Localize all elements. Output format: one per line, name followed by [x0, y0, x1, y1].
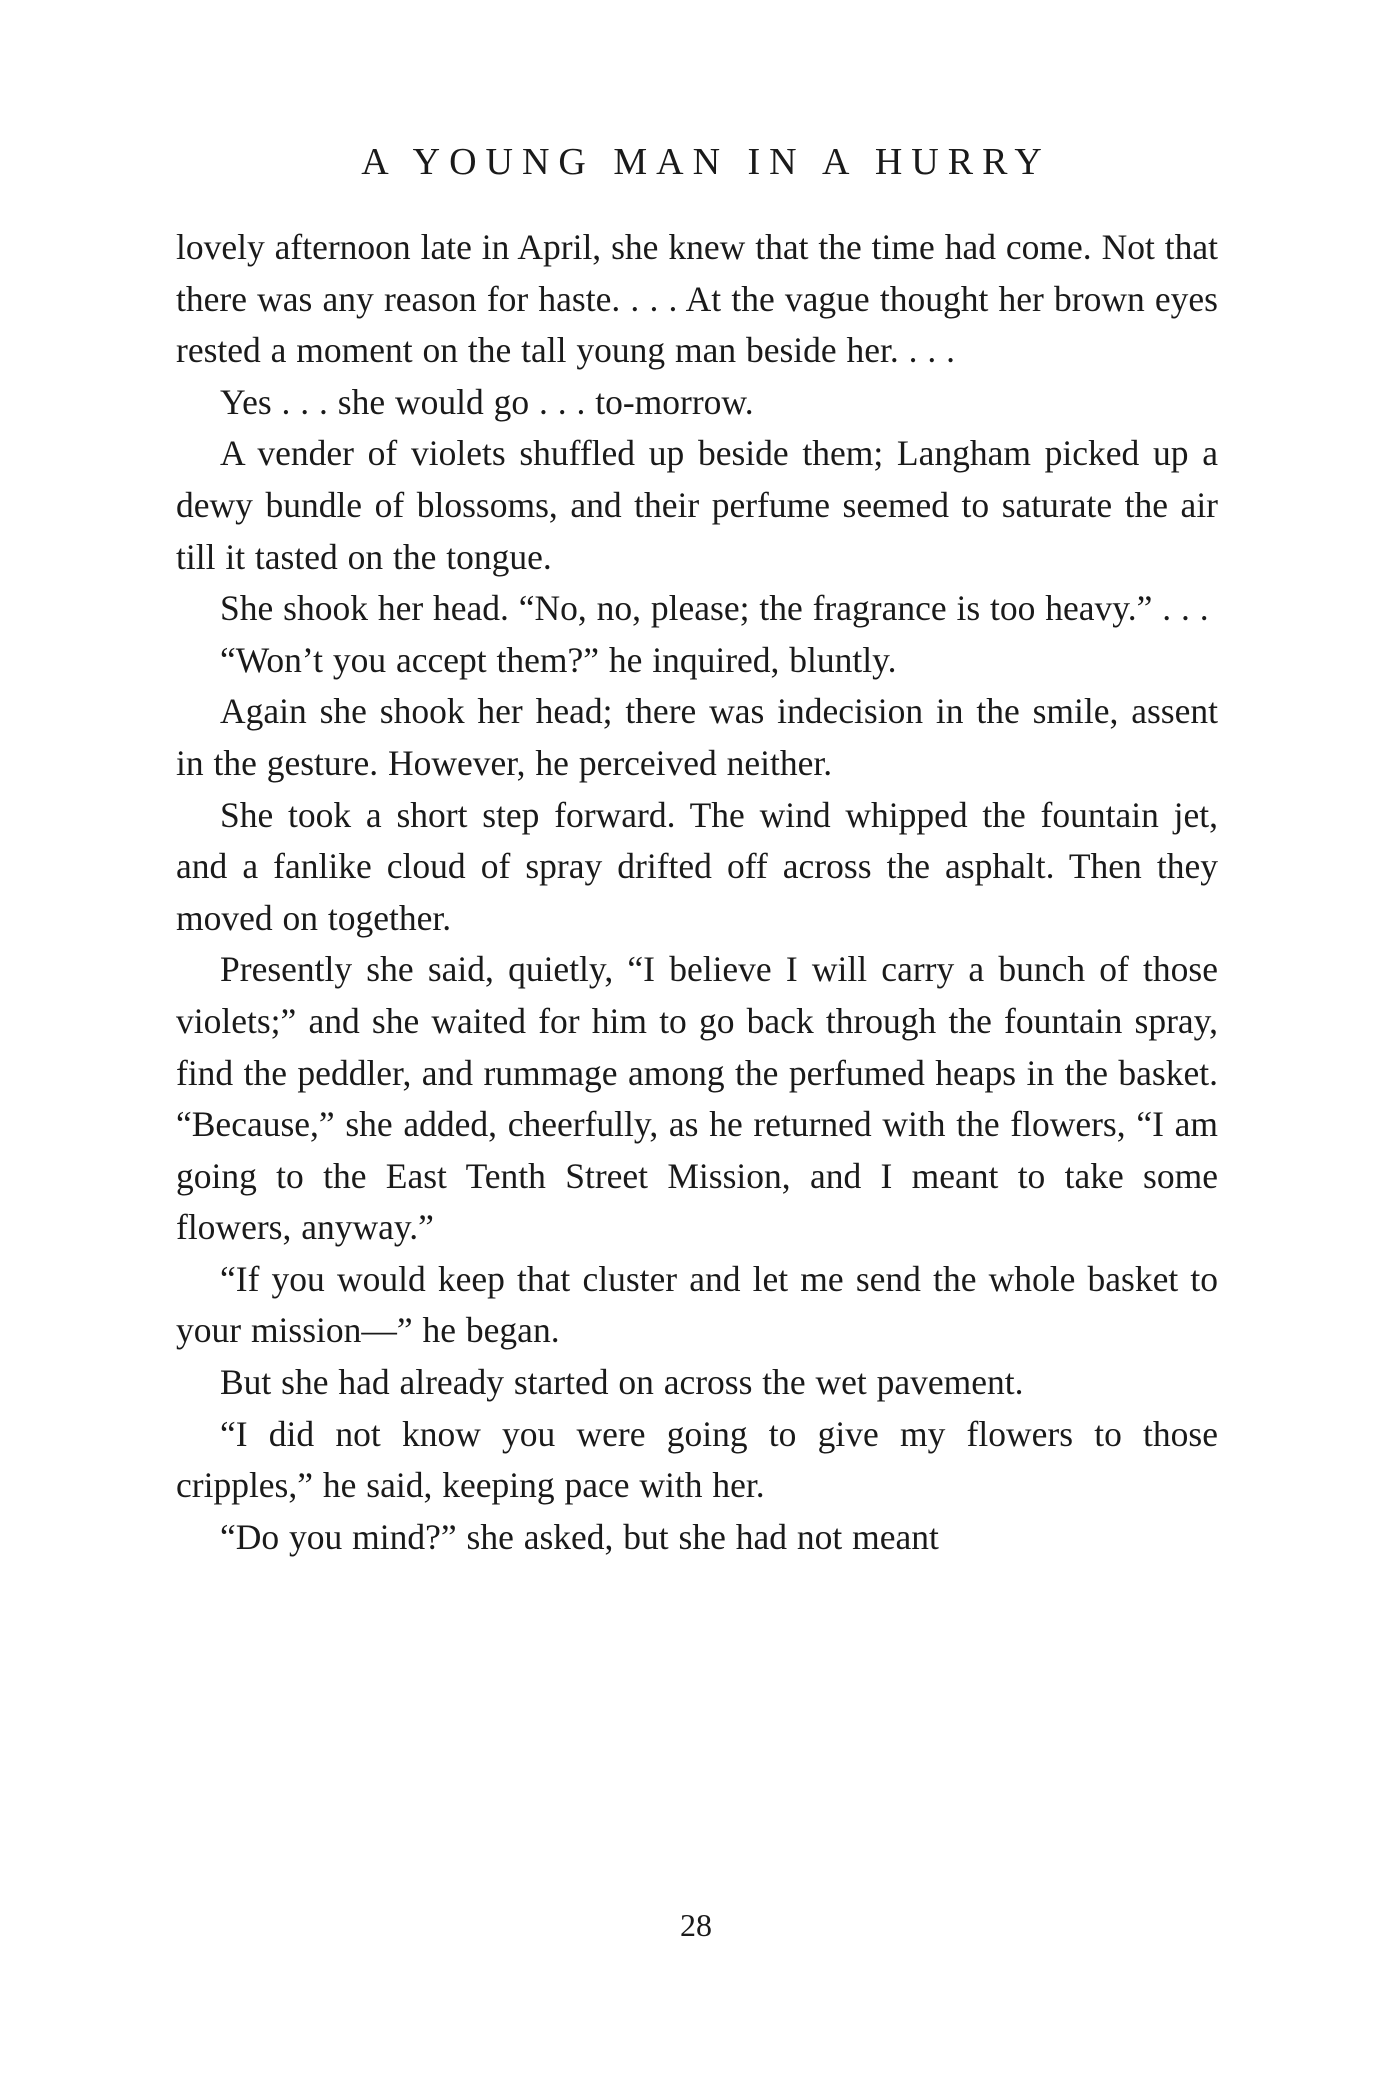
paragraph-6: Again she shook her head; there was indecision in the smile, assent in the gesture. However, he perceived neither. [176, 691, 1218, 783]
page-number: 28 [680, 1907, 712, 1943]
paragraph-8: Presently she said, quietly, “I believe I will carry a bunch of those violets;” and she waited for him to go back through the fountain spray, find the peddler, and rummage among the perfumed heaps in the basket. “Because,” she added, cheerfully, as he returned with the flowers, “I am going to the East Tenth Street Mission, and I meant to take some flowers, anyway.” [176, 949, 1218, 1248]
paragraph-11: “I did not know you were going to give my flowers to those cripples,” he said, keeping pace with her. [176, 1413, 1218, 1506]
paragraph-7: She took a short step forward. The wind whipped the fountain jet, and a fanlike cloud of spray drifted off across the asphalt. Then they moved on together. [176, 794, 1218, 938]
paragraph-3: A vender of violets shuffled up beside them; Langham picked up a dewy bundle of blossoms, and their perfume seemed to saturate the air till it tasted on the tongue. [176, 433, 1218, 577]
paragraph-2: Yes . . . she would go . . . to-morrow. [220, 381, 754, 422]
paragraph-9: “If you would keep that cluster and let me send the whole basket to your mission—” he began. [176, 1258, 1218, 1351]
body-text [176, 222, 1218, 1563]
paragraph-1: lovely afternoon late in April, she knew that the time had come. Not that there was any reason for haste. . . . At the vague thought her brown eyes rested a moment on the tall young man beside her. . . . [176, 227, 1218, 371]
paragraph-10: But she had already started on across the wet pavement. [220, 1362, 1024, 1403]
paragraph-5: “Won’t you accept them?” he inquired, bluntly. [220, 639, 897, 680]
running-head: A YOUNG MAN IN A HURRY [361, 141, 1051, 183]
paragraph-4: She shook her head. “No, no, please; the fragrance is too heavy.” . . . [220, 588, 1209, 629]
paragraph-12: “Do you mind?” she asked, but she had not meant [220, 1516, 939, 1557]
